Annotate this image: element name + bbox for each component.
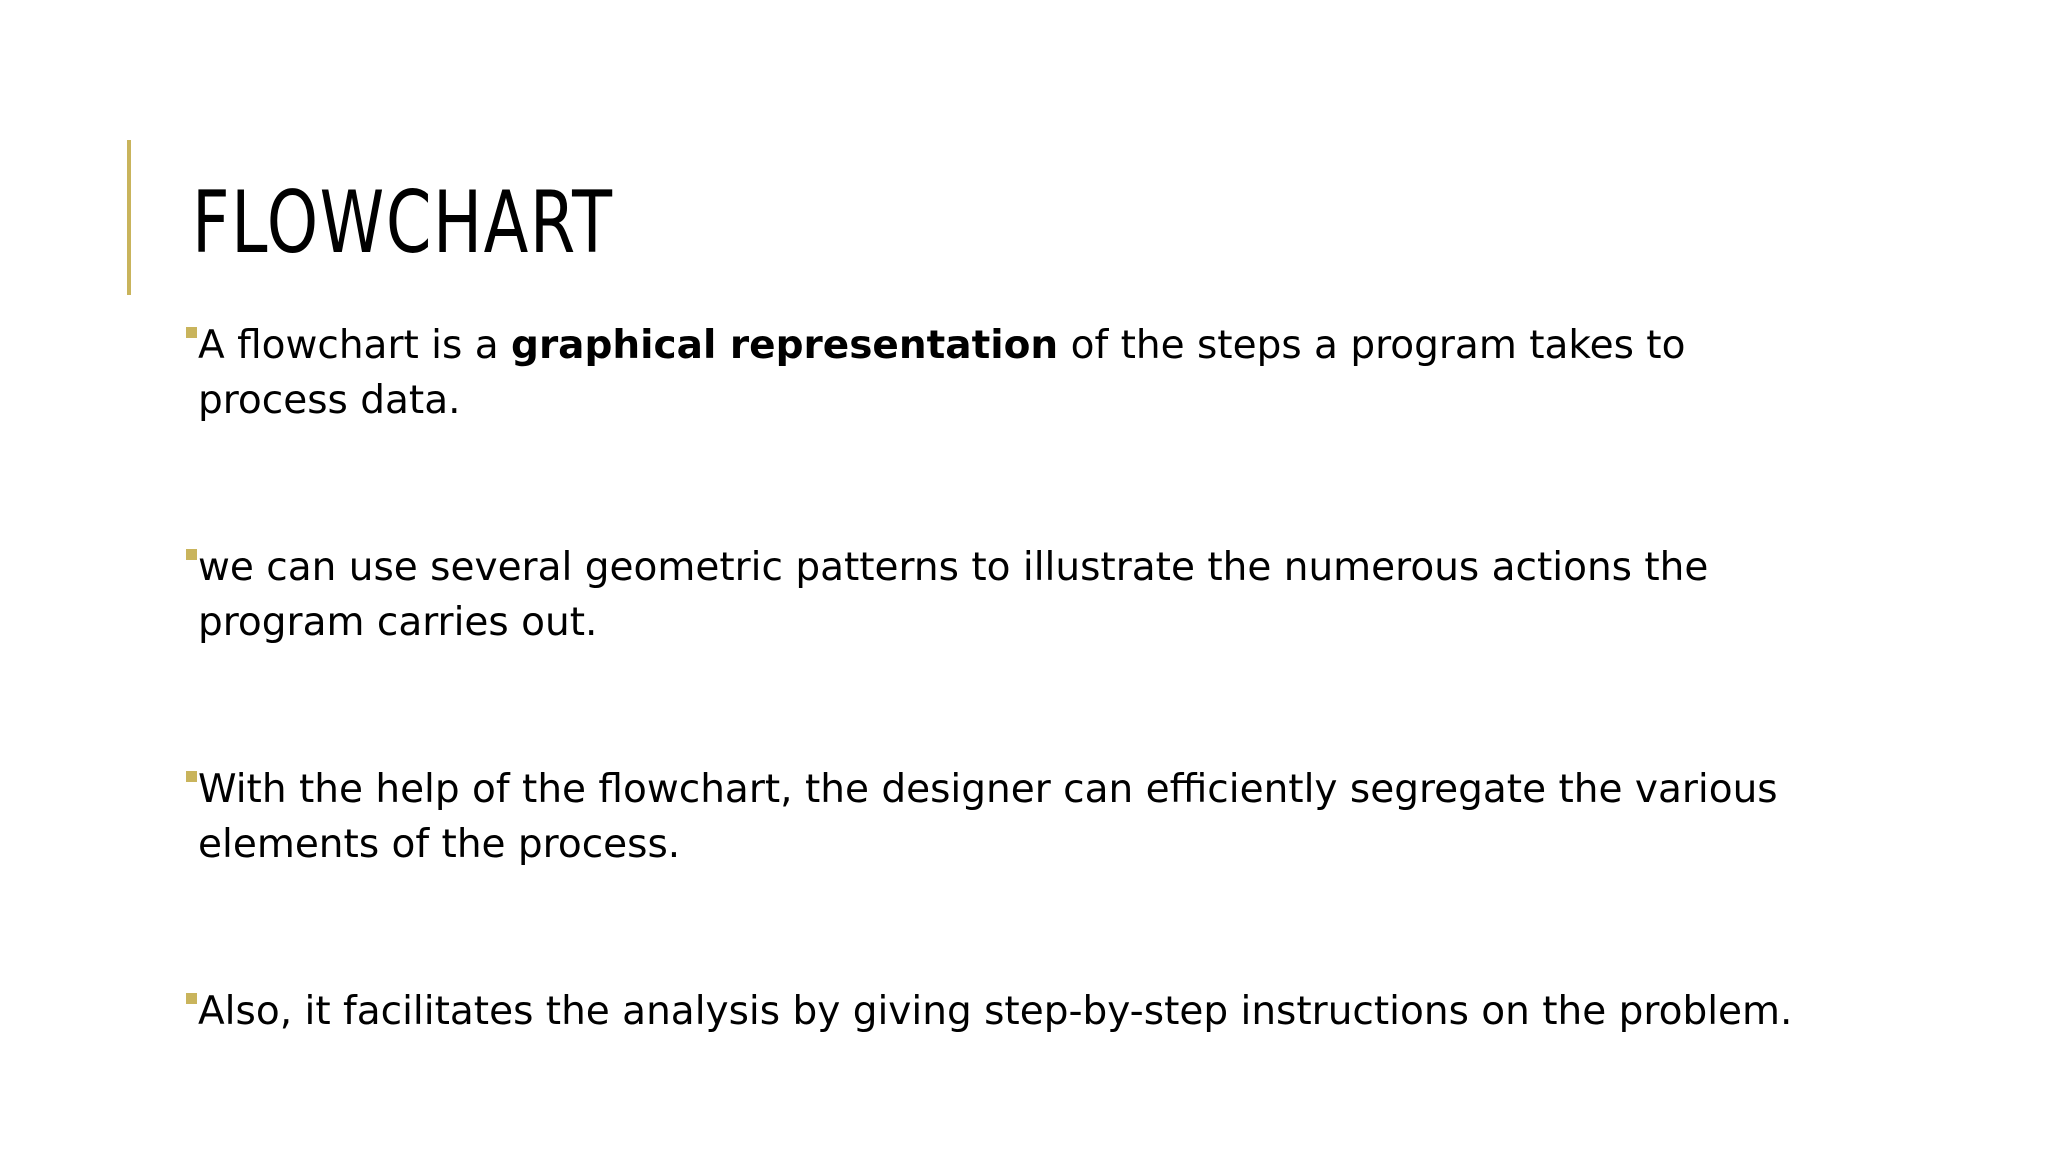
bullet-text-part: of the steps a program takes to process data. [198,323,1686,423]
bullet-text-part: A flowchart is a [198,323,512,368]
bullet-square-icon [186,327,197,338]
bullet-text: Also, it facilitates the analysis by giving step-by-step instructions on the problem. [198,989,1793,1034]
bullet-item-1 [186,318,1836,428]
bullet-list [186,318,1836,1039]
bullet-square-icon [186,549,197,560]
slide-title: FLOWCHART [192,173,614,273]
bullet-text: With the help of the flowchart, the designer can efficiently segregate the various elements of the process. [198,767,1778,867]
bullet-item-3 [186,762,1836,872]
bullet-item-2 [186,540,1836,650]
bullet-text: we can use several geometric patterns to illustrate the numerous actions the program carries out. [198,545,1709,645]
bullet-bold-text: graphical representation [511,323,1059,368]
title-accent-bar [127,140,131,295]
bullet-square-icon [186,771,197,782]
bullet-square-icon [186,993,197,1004]
bullet-item-4 [186,984,1836,1039]
